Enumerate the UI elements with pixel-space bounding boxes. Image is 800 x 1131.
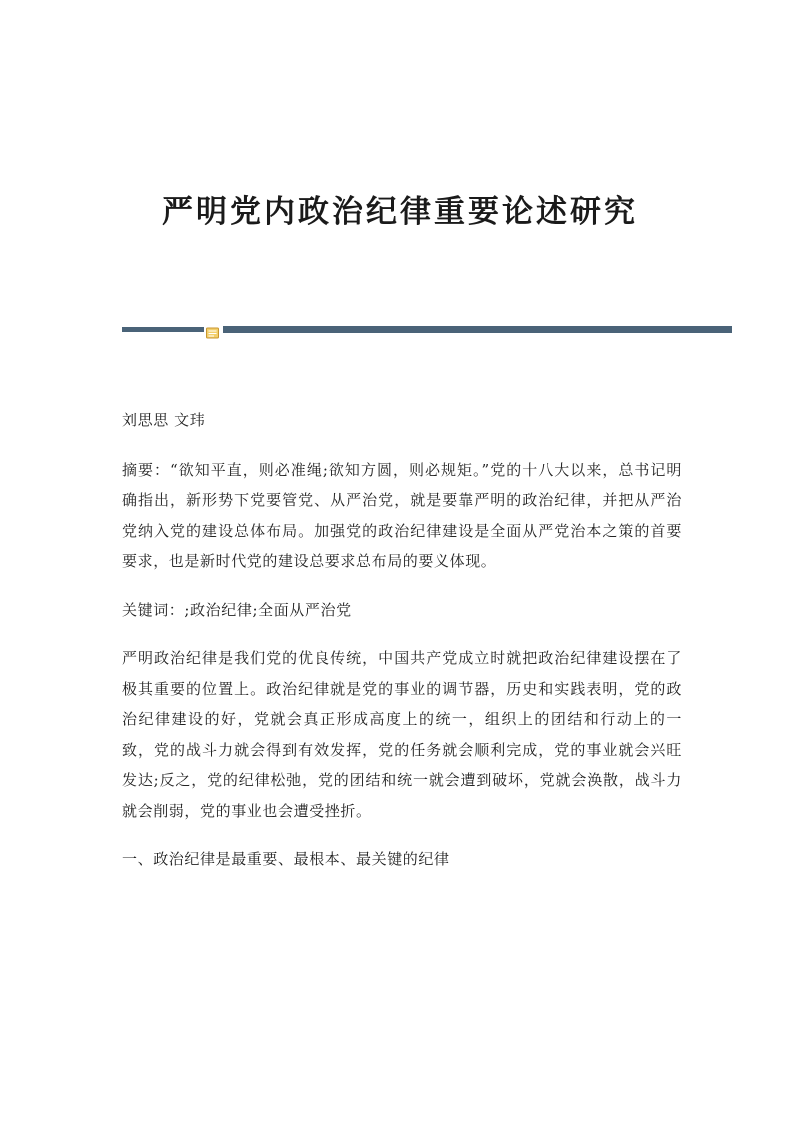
keywords-line: 关键词：;政治纪律;全面从严治党 (122, 600, 352, 619)
document-title: 严明党内政治纪律重要论述研究 (162, 194, 638, 230)
document-body (122, 405, 682, 893)
title-divider (122, 324, 732, 336)
divider-bar-left (122, 327, 204, 332)
divider-bar-right (223, 326, 732, 333)
body-paragraph: 严明政治纪律是我们党的优良传统，中国共产党成立时就把政治纪律建设摆在了极其重要的位置上。政治纪律就是党的事业的调节器，历史和实践表明，党的政治纪律建设的好，党就会真正形成高度上的统一，组织上的团结和行动上的一致，党的战斗力就会得到有效发挥，党的任务就会顺利完成，党的事业就会兴旺发达;反之，党的纪律松弛，党的团结和统一就会遭到破坏，党就会涣散，战斗力就会削弱，党的事业也会遭受挫折。 (122, 649, 682, 820)
section-heading: 一、政治纪律是最重要、最根本、最关键的纪律 (122, 850, 450, 868)
authors-line: 刘思思 文玮 (122, 411, 206, 429)
abstract-paragraph: 摘要：“欲知平直，则必准绳;欲知方圆，则必规矩。”党的十八大以来，总书记明确指出，新形势下党要管党、从严治党，就是要靠严明的政治纪律，并把从严治党纳入党的建设总体布局。加强党的政治纪律建设是全面从严党治本之策的首要要求，也是新时代党的建设总要求总布局的要义体现。 (122, 460, 682, 570)
document-emblem-icon (206, 324, 219, 336)
